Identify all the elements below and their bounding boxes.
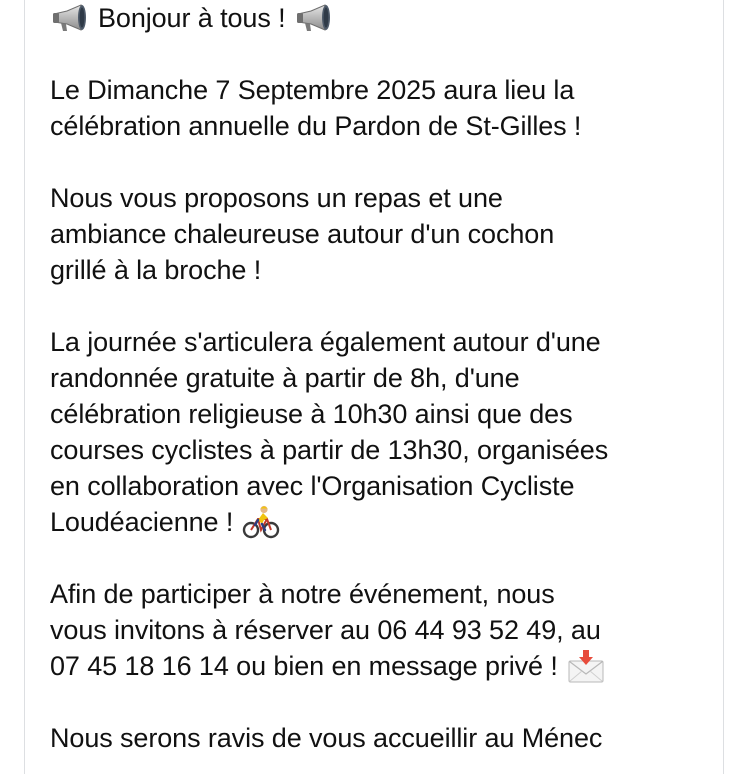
text-line: Nous vous proposons un repas et une (50, 183, 503, 213)
paragraph-spacer (50, 540, 715, 576)
text-line: en collaboration avec l'Organisation Cycliste (50, 471, 575, 501)
text-line: ambiance chaleureuse autour d'un cochon (50, 219, 555, 249)
text-line: Nous serons ravis de vous accueillir au Ménec (50, 723, 603, 753)
text-line: célébration religieuse à 10h30 ainsi que des (50, 399, 573, 429)
paragraph-spacer (50, 288, 715, 324)
incoming-envelope-icon (566, 649, 606, 683)
greeting-text: Bonjour à tous ! (98, 3, 286, 33)
text-line: randonnée gratuite à partir de 8h, d'une (50, 363, 520, 393)
text-line: Le Dimanche 7 Septembre 2025 aura lieu la (50, 75, 575, 105)
text-line: célébration annuelle du Pardon de St-Gilles ! (50, 111, 582, 141)
paragraph-spacer (50, 684, 715, 720)
greeting-line (50, 0, 715, 36)
text-fragment: Loudéacienne ! (50, 507, 234, 537)
text-line: La journée s'articulera également autour d'une (50, 327, 601, 357)
text-line-with-emoji (50, 504, 715, 540)
post-text (50, 0, 715, 756)
text-line: Afin de participer à notre événement, nous (50, 579, 555, 609)
post-card (24, 0, 724, 774)
megaphone-icon (50, 1, 90, 35)
text-line: courses cyclistes à partir de 13h30, organisées (50, 435, 609, 465)
cyclist-icon (241, 505, 281, 539)
text-line: grillé à la broche ! (50, 255, 262, 285)
paragraph-spacer (50, 36, 715, 72)
text-fragment: 07 45 18 16 14 ou bien en message privé ! (50, 651, 558, 681)
text-line: vous invitons à réserver au 06 44 93 52 49, au (50, 615, 601, 645)
megaphone-icon (294, 1, 334, 35)
paragraph-spacer (50, 144, 715, 180)
text-line-with-emoji (50, 648, 715, 684)
